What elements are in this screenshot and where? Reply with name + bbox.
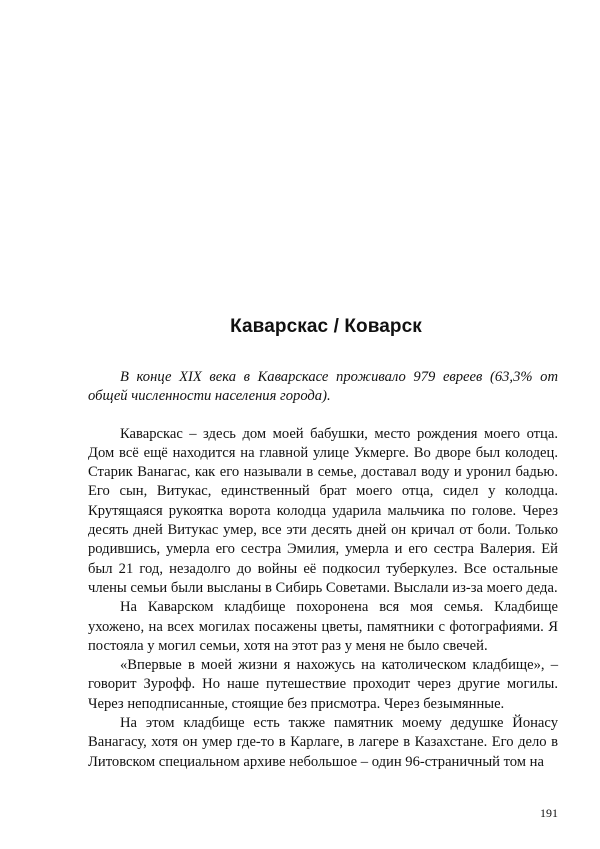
chapter-title: Каварскас / Коварск xyxy=(230,316,422,337)
page-number: 191 xyxy=(540,806,558,820)
paragraph: На этом кладбище есть также памятник моему дедушке Йонасу Ванагасу, хотя он умер где-то в Карлаге, в лагере в Казахстане. Его дело в Литовском специальном архиве небольшое – один 96-страничный том на xyxy=(88,715,558,770)
epigraph: В конце XIX века в Каварскасе проживало 979 евреев (63,3% от общей численности населения города). xyxy=(88,369,558,405)
page-content xyxy=(88,368,558,772)
paragraph: Каварскас – здесь дом моей бабушки, место рождения моего отца. Дом всё ещё находится на главной улице Укмерге. Во дворе был колодец. Старик Ванагас, как его называли в семье, доставал воду и уронил бадью. Его сын, Витукас, единственный брат моего отца, сидел у колодца. Крутящаяся рукоятка ворота колодца ударила мальчика по голове. Через десять дней Витукас умер, все эти десять дней он кричал от боли. Только родившись, умерла его сестра Эмилия, умерла и его сестра Валерия. Ей был 21 год, незадолго до войны её подкосил туберкулез. Все остальные члены семьи были высланы в Сибирь Советами. Выслали из-за моего деда. xyxy=(88,425,558,596)
paragraph: На Каварском кладбище похоронена вся моя семья. Кладбище ухожено, на всех могилах посажены цветы, памятники с фотографиями. Я постояла у могил семьи, хотя на этот раз у меня не было свечей. xyxy=(88,599,558,654)
paragraph: «Впервые в моей жизни я нахожусь на католическом кладбище», – говорит Зурофф. Но наше путешествие проходит через другие могилы. Через неподписанные, стоящие без присмотра. Через безымянные. xyxy=(88,657,558,712)
